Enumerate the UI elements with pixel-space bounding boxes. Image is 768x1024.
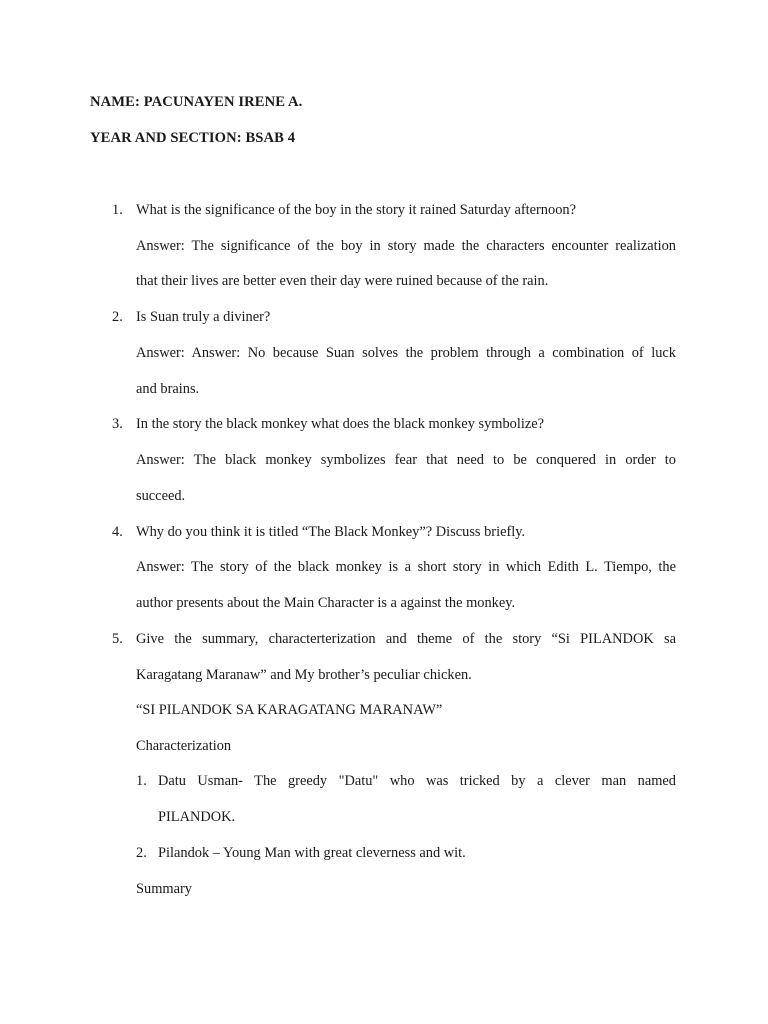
question-1: What is the significance of the boy in the story it rained Saturday afternoon?: [136, 202, 576, 218]
answer-3-line-1: Answer: The black monkey symbolizes fear that need to be conquered in order to: [136, 452, 676, 468]
answer-4-line-1: Answer: The story of the black monkey is a short story in which Edith L. Tiempo, the: [136, 559, 676, 575]
item-number: 4.: [112, 524, 123, 540]
answer-1-line-1: Answer: The significance of the boy in story made the characters encounter realization: [136, 238, 676, 254]
question-3: In the story the black monkey what does the black monkey symbolize?: [136, 416, 545, 432]
item-number: 1.: [112, 202, 123, 218]
character-number: 1.: [136, 773, 147, 789]
character-number: 2.: [136, 845, 147, 861]
item-number: 3.: [112, 416, 123, 432]
answer-4-line-2: author presents about the Main Character is a against the monkey.: [136, 595, 516, 611]
answer-3-line-2: succeed.: [136, 488, 186, 504]
question-4: Why do you think it is titled “The Black Monkey”? Discuss briefly.: [136, 524, 526, 540]
character-1-line-1: Datu Usman- The greedy "Datu" who was tricked by a clever man named: [158, 773, 676, 789]
item-number: 2.: [112, 309, 123, 325]
question-5-line-2: Karagatang Maranaw” and My brother’s peculiar chicken.: [136, 667, 472, 683]
student-name: NAME: PACUNAYEN IRENE A.: [90, 94, 303, 110]
year-section: YEAR AND SECTION: BSAB 4: [90, 130, 296, 146]
question-5-line-1: Give the summary, characterterization and theme of the story “Si PILANDOK sa: [136, 631, 676, 647]
character-2-line-1: Pilandok – Young Man with great cleverness and wit.: [158, 845, 466, 861]
summary-heading: Summary: [136, 881, 192, 897]
story-title: “SI PILANDOK SA KARAGATANG MARANAW”: [136, 702, 443, 718]
question-2: Is Suan truly a diviner?: [136, 309, 271, 325]
characterization-heading: Characterization: [136, 738, 232, 754]
answer-2-line-2: and brains.: [136, 381, 200, 397]
answer-1-line-2: that their lives are better even their day were ruined because of the rain.: [136, 273, 549, 289]
item-number: 5.: [112, 631, 123, 647]
character-1-line-2: PILANDOK.: [158, 809, 236, 825]
answer-2-line-1: Answer: Answer: No because Suan solves the problem through a combination of luck: [136, 345, 676, 361]
